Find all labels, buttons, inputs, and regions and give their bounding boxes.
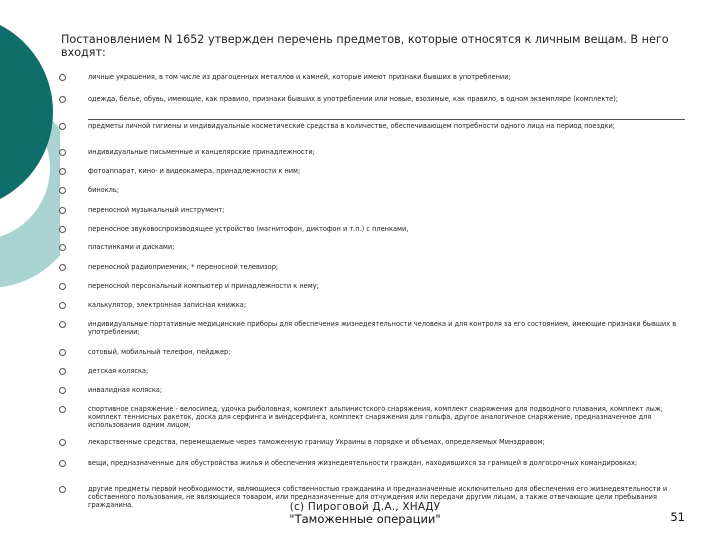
list-item-text: переносное звуковоспроизводящее устройство (магнитофон, диктофон и т.п.) с пленками, [88, 225, 409, 233]
list-item-text: детская коляска; [88, 367, 149, 375]
list-item-text: спортивное снаряжение - велосипед, удочка рыболовная, комплект альпинистского снаряжения, комплект снаряжения для подводного плавания, комплект лыж, комплект теннисных ракеток, доска для серфинга и виндсерфинга, комплект снаряжения для гольфа, другое аналогичное снаряжение, предназначенное для использования одним лицом; [88, 405, 663, 429]
list-item-text: переносной радиоприемник; * переносной телевизор; [88, 263, 279, 271]
list-item-text: индивидуальные портативные медицинские приборы для обеспечения жизнедеятельности человека и для контроля за его состоянием, имеющие признаки бывших в употреблении; [88, 320, 677, 336]
list-item-text: бинокль; [88, 186, 120, 194]
bullet-icon [59, 123, 66, 130]
list-item-text: переносной персональный компьютер и принадлежности к нему; [88, 282, 319, 290]
list-item-text: одежда, белье, обувь, имеющие, как правило, признаки бывших в употреблении или новые, взозимые, как правило, в одном экземпляре (комплекте); [88, 95, 619, 103]
list-item-text: инвалидная коляска; [88, 386, 163, 394]
bullet-icon [59, 349, 66, 356]
bullet-icon [59, 302, 66, 309]
bullet-icon [59, 283, 66, 290]
bullet-icon [59, 149, 66, 156]
list-item-text: вещи, предназначенные для обустройства жилья и обеспечения жизнедеятельности граждан, находившихся за границей в долгосрочных командировках; [88, 459, 638, 467]
bullet-icon [59, 439, 66, 446]
bullet-icon [59, 226, 66, 233]
list-item-text: сотовый, мобильный телефон, пейджер; [88, 348, 231, 356]
footer-course-title: "Таможенные операции" [289, 512, 441, 526]
footer-author: (с) Пироговой Д.А., ХНАДУ [289, 501, 441, 513]
bullet-icon [59, 368, 66, 375]
list-item-text: личные украшения, в том числе из драгоценных металлов и камней, которые имеют признаки бывших в употреблении; [88, 73, 511, 81]
bullet-icon [59, 406, 66, 413]
list-item-text: переносной музыкальный инструмент; [88, 206, 225, 214]
bullet-icon [59, 168, 66, 175]
divider-line [88, 119, 685, 120]
list-item-text: другие предметы первой необходимости, являющиеся собственностью гражданина и предназначенные исключительно для обеспечения его жизнедеятельности и собственного пользования, не являющиеся товаром, или предназначенные для отчуждения или передачи другим лицам, а также отвечающие цели пребывания гражданина. [88, 485, 668, 509]
list-item-text: фотоаппарат, кино- и видеокамера, принадлежности к ним; [88, 167, 301, 175]
bullet-icon [59, 264, 66, 271]
list-item-text: предметы личной гигиены и индивидуальные косметические средства в количестве, обеспечивающем потребности одного лица на период поездки; [88, 122, 616, 130]
bullet-icon [59, 387, 66, 394]
bullet-icon [59, 207, 66, 214]
list-item-text: индивидуальные письменные и канцелярские принадлежности; [88, 148, 315, 156]
bullet-icon [59, 96, 66, 103]
bullet-icon [59, 486, 66, 493]
bullet-icon [59, 460, 66, 467]
page-number: 51 [670, 510, 685, 524]
bullet-icon [59, 244, 66, 251]
bullet-icon [59, 187, 66, 194]
list-item-text: пластинками и дисками; [88, 243, 175, 251]
slide-title: Постановлением N 1652 утвержден перечень предметов, которые относятся к личным вещам. В него входят: [61, 33, 669, 59]
list-item-text: лекарственные средства, перемещаемые через таможенную границу Украины в порядке и объемах, определяемых Минздравом; [88, 438, 545, 446]
bullet-icon [59, 74, 66, 81]
bullet-icon [59, 321, 66, 328]
list-item-text: калькулятор, электронная записная книжка; [88, 301, 247, 309]
